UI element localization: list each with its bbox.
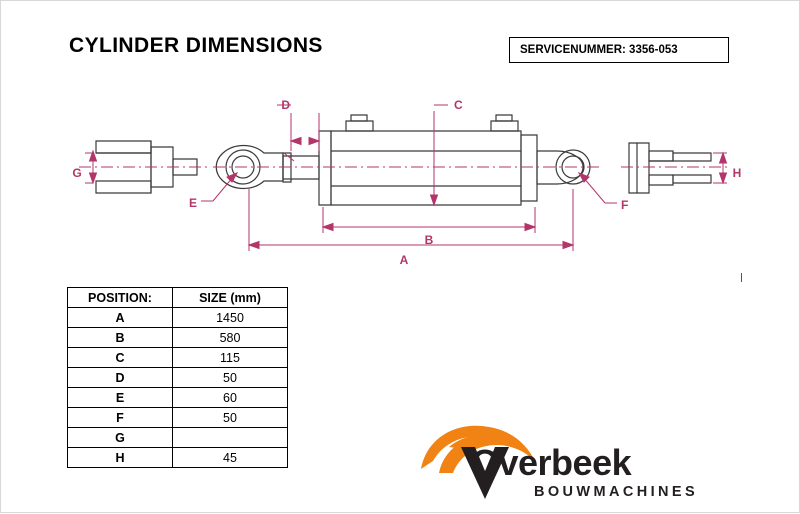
row-size: 45 <box>173 448 288 468</box>
dimension-label-D: D <box>281 98 290 112</box>
dimension-label-H: H <box>732 166 742 180</box>
row-size: 50 <box>173 408 288 428</box>
dimension-label-A: A <box>399 253 409 267</box>
table-row <box>68 428 288 448</box>
table-row <box>68 388 288 408</box>
cap-eye <box>534 146 590 185</box>
table-header-size: SIZE (mm) <box>173 288 288 308</box>
row-position: H <box>68 448 173 468</box>
table-row <box>68 448 288 468</box>
row-size: 60 <box>173 388 288 408</box>
left-mount-bracket <box>96 141 197 193</box>
row-position: D <box>68 368 173 388</box>
dimension-label-G: G <box>72 166 82 180</box>
cylinder-barrel <box>319 115 537 205</box>
dimensions-table <box>67 287 288 468</box>
row-position: E <box>68 388 173 408</box>
row-size: 50 <box>173 368 288 388</box>
dimension-lines <box>72 98 741 267</box>
table-row <box>68 368 288 388</box>
row-position: C <box>68 348 173 368</box>
table-header-position: POSITION: <box>68 288 173 308</box>
service-number-label: SERVICENUMMER: 3356-053 <box>520 44 678 56</box>
piston-rod <box>283 153 319 182</box>
table-row <box>68 348 288 368</box>
logo-subtitle: BOUWMACHINES <box>534 484 699 500</box>
row-size: 1450 <box>173 308 288 328</box>
dimension-label-B: B <box>424 233 434 247</box>
sheet-tick-mark <box>741 273 742 282</box>
page-title: CYLINDER DIMENSIONS <box>69 34 323 57</box>
logo-wordmark: Overbeek <box>471 442 632 483</box>
service-number-box <box>509 37 729 63</box>
row-position: F <box>68 408 173 428</box>
rod-eye <box>216 146 283 189</box>
dimension-label-E: E <box>188 196 197 210</box>
table-row <box>68 408 288 428</box>
row-position: B <box>68 328 173 348</box>
table-header-row <box>68 288 288 308</box>
right-mount-bracket <box>629 143 711 193</box>
row-position: A <box>68 308 173 328</box>
dimension-label-C: C <box>454 98 463 112</box>
row-size <box>173 428 288 448</box>
row-size: 115 <box>173 348 288 368</box>
table-row <box>68 328 288 348</box>
row-size: 580 <box>173 328 288 348</box>
row-position: G <box>68 428 173 448</box>
table-row <box>68 308 288 328</box>
dimension-label-F: F <box>621 198 629 212</box>
